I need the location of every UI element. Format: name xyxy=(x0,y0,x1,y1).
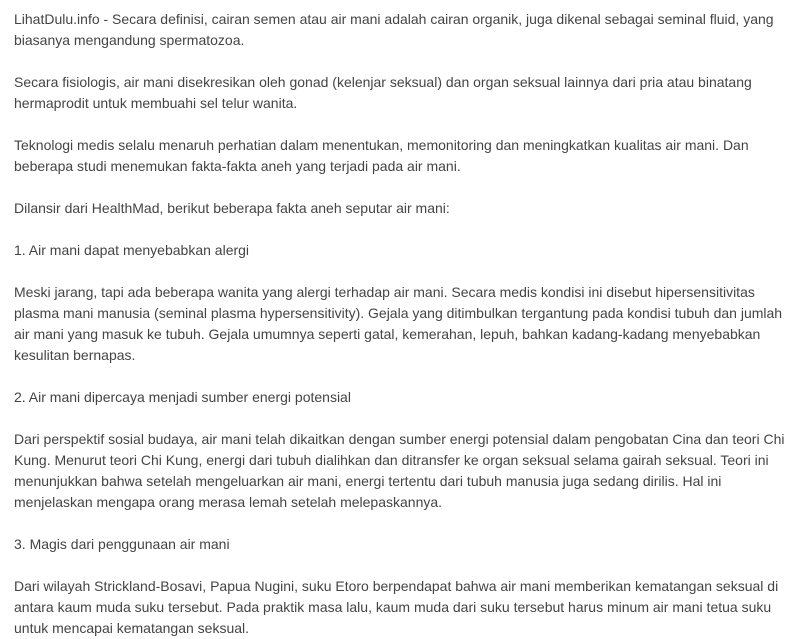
article-heading-fact-1: 1. Air mani dapat menyebabkan alergi xyxy=(14,242,250,258)
article-heading-fact-3: 3. Magis dari penggunaan air mani xyxy=(14,536,230,552)
article-paragraph-fact-2: Dari perspektif sosial budaya, air mani telah dikaitkan dengan sumber energi potensial dalam pengobatan Cina dan teori Chi Kung. Menurut teori Chi Kung, energi dari tubuh dialihkan dan ditransfer ke organ seksual selama gairah seksual. Teori ini menunjukkan bahwa setelah mengeluarkan air mani, energi tertentu dari tubuh manusia juga sedang dirilis. Hal ini menjelaskan mengapa orang merasa lemah setelah melepaskannya. xyxy=(14,431,785,510)
article-paragraph-intro: LihatDulu.info - Secara definisi, cairan semen atau air mani adalah cairan organik, juga dikenal sebagai seminal fluid, yang biasanya mengandung spermatozoa. xyxy=(14,11,774,48)
article-paragraph-source: Dilansir dari HealthMad, berikut beberapa fakta aneh seputar air mani: xyxy=(14,200,450,216)
article-paragraph-medical-tech: Teknologi medis selalu menaruh perhatian dalam menentukan, memonitoring dan meningkatkan kualitas air mani. Dan beberapa studi menemukan fakta-fakta aneh yang terjadi pada air mani. xyxy=(14,137,749,174)
article-paragraph-physiology: Secara fisiologis, air mani disekresikan oleh gonad (kelenjar seksual) dan organ seksual lainnya dari pria atau binatang hermaprodit untuk membuahi sel telur wanita. xyxy=(14,74,752,111)
article-paragraph-fact-3: Dari wilayah Strickland-Bosavi, Papua Nugini, suku Etoro berpendapat bahwa air mani memberikan kematangan seksual di antara kaum muda suku tersebut. Pada praktik masa lalu, kaum muda dari suku tersebut harus minum air mani tetua suku untuk mencapai kematangan seksual. xyxy=(14,578,779,636)
article-paragraph-fact-1: Meski jarang, tapi ada beberapa wanita yang alergi terhadap air mani. Secara medis kondisi ini disebut hipersensitivitas plasma mani manusia (seminal plasma hypersensitivity). Gejala yang ditimbulkan tergantung pada kondisi tubuh dan jumlah air mani yang masuk ke tubuh. Gejala umumnya seperti gatal, kemerahan, lepuh, bahkan kadang-kadang menyebabkan kesulitan bernapas. xyxy=(14,284,783,363)
article-heading-fact-2: 2. Air mani dipercaya menjadi sumber energi potensial xyxy=(14,389,351,405)
